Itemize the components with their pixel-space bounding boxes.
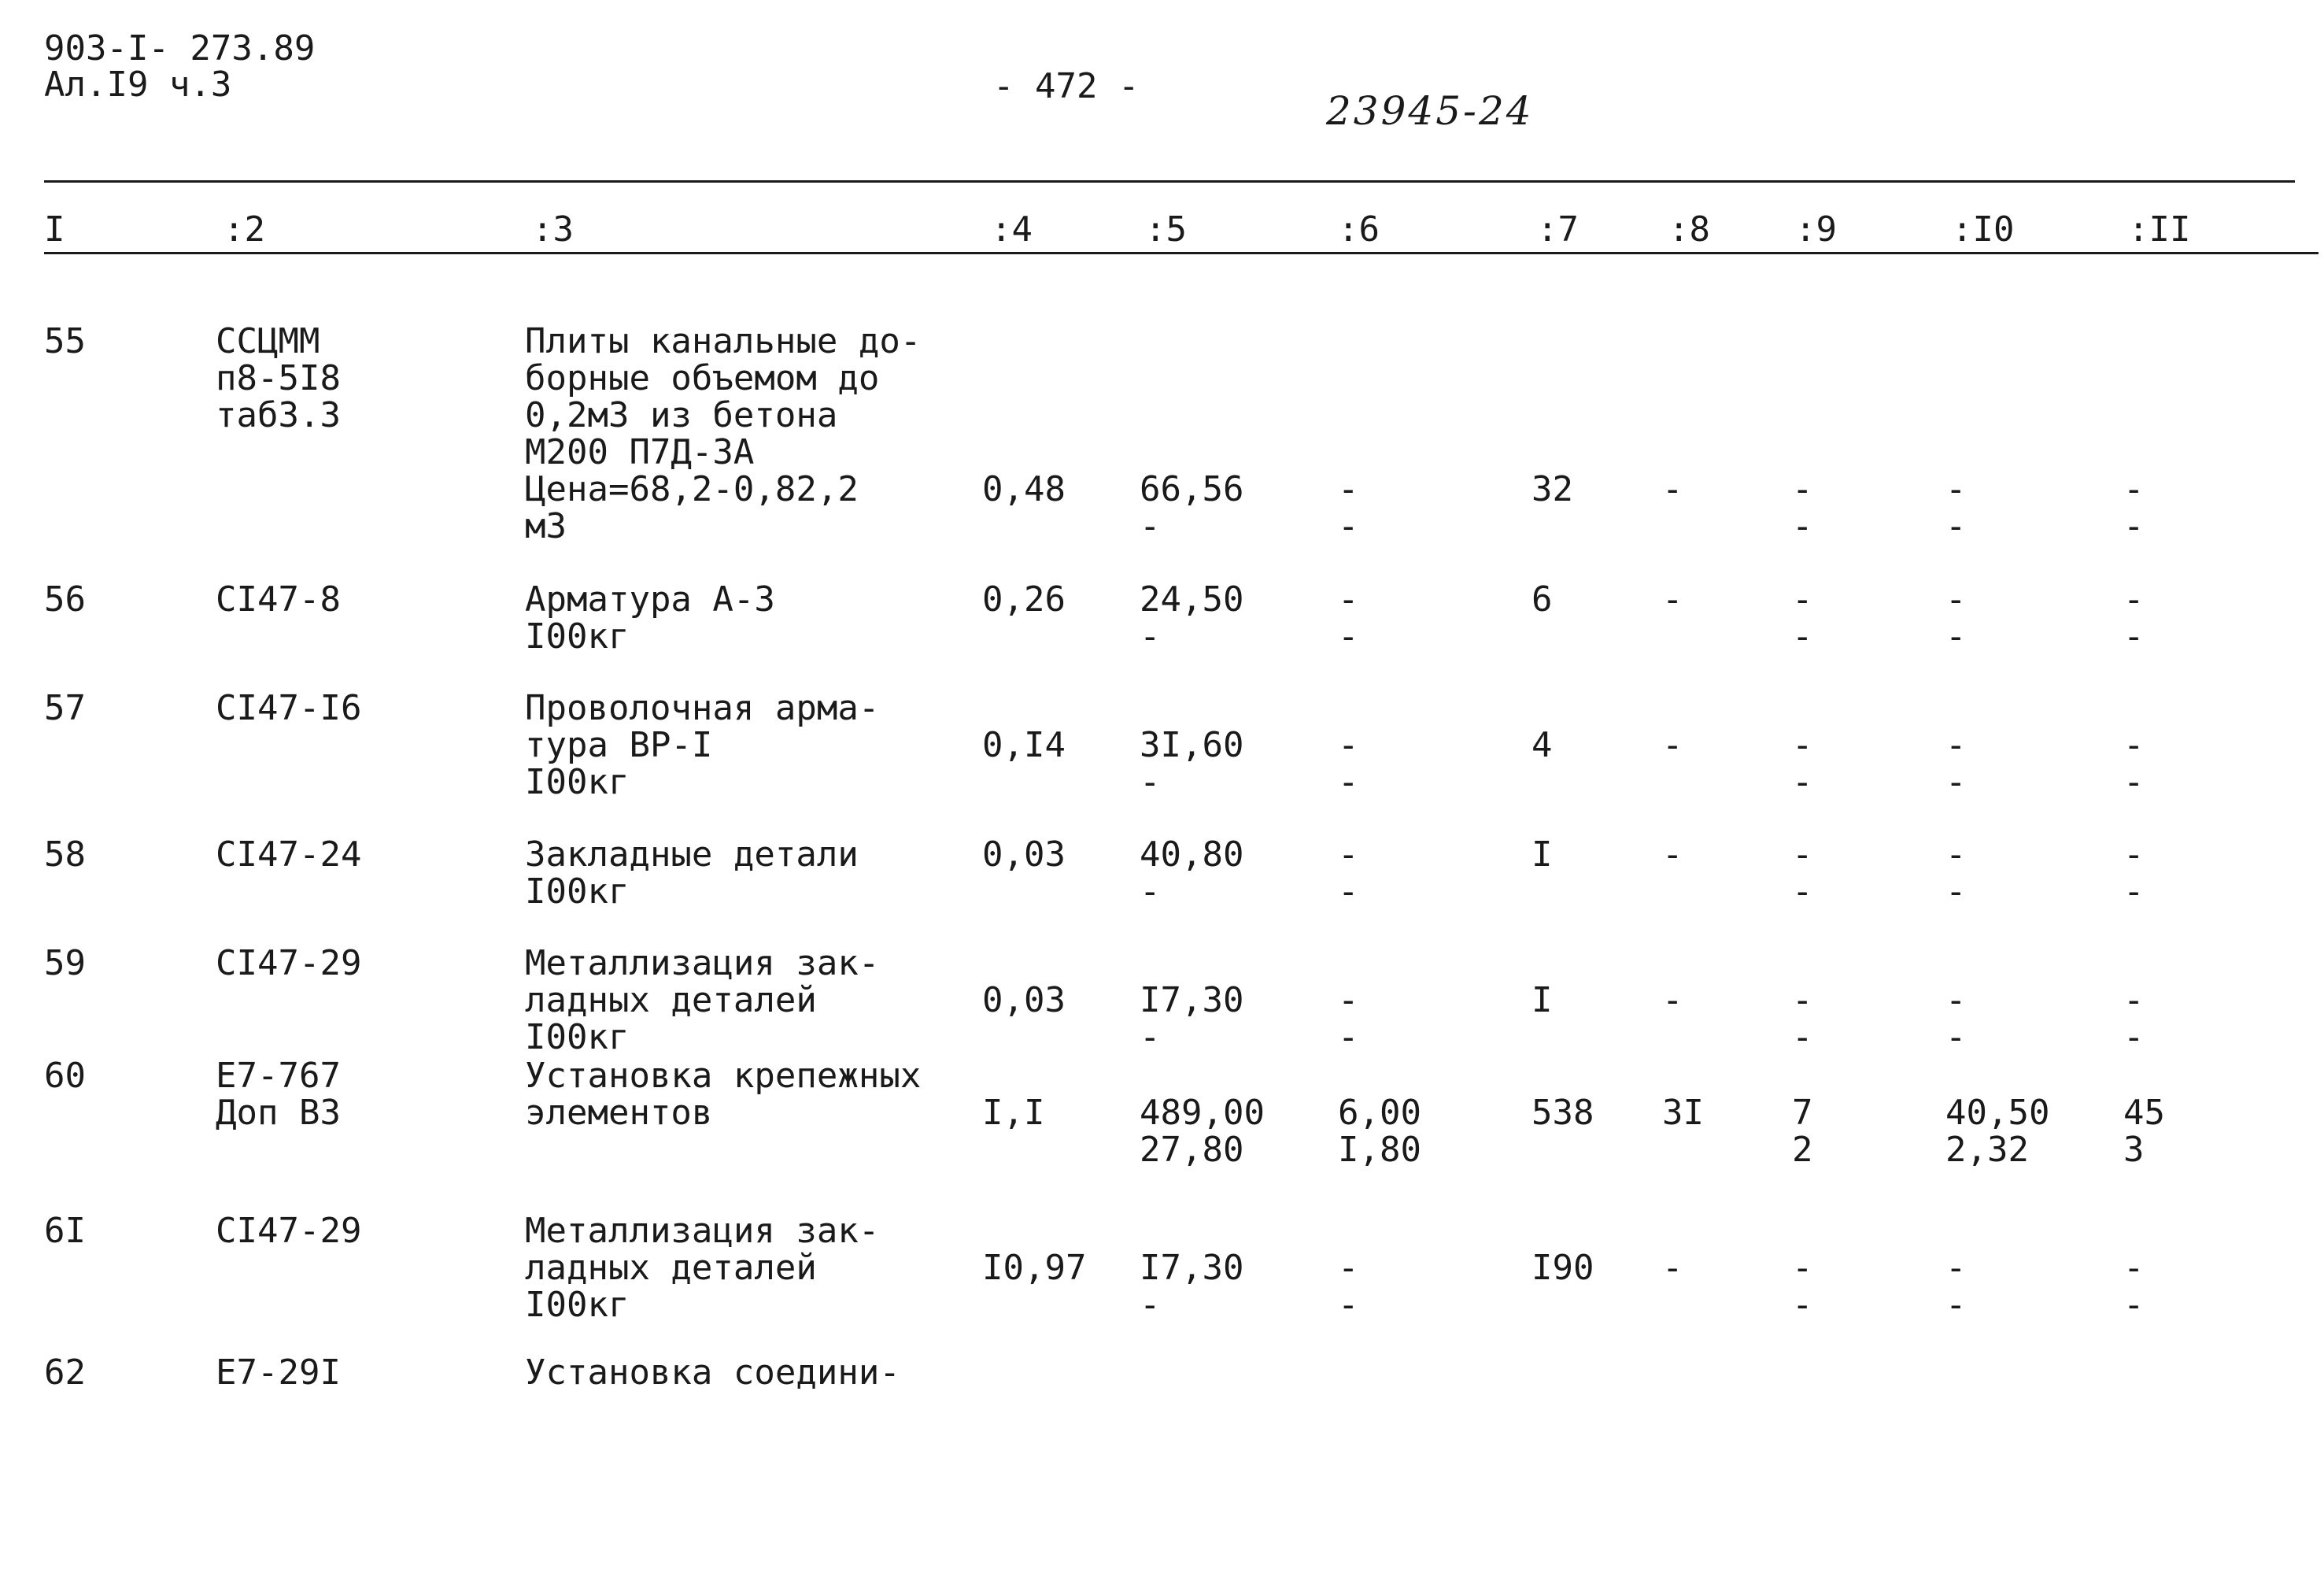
cell-num: 58 bbox=[44, 834, 86, 875]
cell-c11: 45 3 bbox=[2123, 1093, 2165, 1170]
album-part: Ал.I9 ч.3 bbox=[44, 65, 232, 105]
cell-c7: 6 bbox=[1531, 579, 1553, 620]
handwritten-reference: 23945-24 bbox=[1326, 88, 1534, 134]
cell-c11: - - bbox=[2123, 579, 2145, 657]
cell-c4: 0,26 bbox=[982, 579, 1066, 620]
cell-c8: 3I bbox=[1662, 1093, 1704, 1133]
cell-c10: 40,50 2,32 bbox=[1945, 1093, 2050, 1170]
top-rule bbox=[44, 180, 2295, 183]
cell-c4: 0,03 bbox=[982, 980, 1066, 1020]
cell-c10: - - bbox=[1945, 469, 1967, 546]
cell-c7: I90 bbox=[1531, 1248, 1594, 1288]
cell-desc: Установка крепежных элементов bbox=[525, 1056, 922, 1133]
cell-num: 55 bbox=[44, 321, 86, 361]
cell-c7: 538 bbox=[1531, 1093, 1594, 1133]
cell-c8: - bbox=[1662, 980, 1683, 1020]
cell-c10: - - bbox=[1945, 834, 1967, 912]
cell-num: 57 bbox=[44, 688, 86, 728]
column-header-10: :I0 bbox=[1952, 209, 2015, 250]
cell-c10: - - bbox=[1945, 980, 1967, 1057]
cell-code: CI47-24 bbox=[216, 834, 362, 875]
header-rule bbox=[44, 252, 2318, 254]
page-number: - 472 - bbox=[993, 66, 1140, 106]
cell-c4: 0,03 bbox=[982, 834, 1066, 875]
cell-c9: - - bbox=[1792, 1248, 1813, 1325]
cell-code: CI47-I6 bbox=[216, 688, 362, 728]
cell-c7: 32 bbox=[1531, 469, 1573, 509]
cell-c9: - - bbox=[1792, 725, 1813, 802]
column-header-11: :II bbox=[2128, 209, 2191, 250]
cell-c5: 66,56 - bbox=[1140, 469, 1244, 546]
cell-c11: - - bbox=[2123, 834, 2145, 912]
cell-num: 6I bbox=[44, 1211, 86, 1251]
cell-c11: - - bbox=[2123, 980, 2145, 1057]
document-code: 903-I- 273.89 bbox=[44, 28, 316, 68]
cell-c5: I7,30 - bbox=[1140, 1248, 1244, 1325]
column-header-4: :4 bbox=[991, 209, 1033, 250]
cell-desc: Закладные детали I00кг bbox=[525, 834, 859, 912]
cell-c6: - - bbox=[1338, 1248, 1359, 1325]
cell-code: Е7-29I bbox=[216, 1352, 341, 1393]
cell-c4: I0,97 bbox=[982, 1248, 1087, 1288]
cell-desc: Проволочная арма- тура ВР-I I00кг bbox=[525, 688, 880, 802]
column-header-8: :8 bbox=[1668, 209, 1710, 250]
cell-code: Е7-767 Доп В3 bbox=[216, 1056, 341, 1133]
cell-c10: - - bbox=[1945, 1248, 1967, 1325]
cell-c6: - - bbox=[1338, 834, 1359, 912]
cell-num: 56 bbox=[44, 579, 86, 620]
cell-c7: 4 bbox=[1531, 725, 1553, 765]
cell-c5: 40,80 - bbox=[1140, 834, 1244, 912]
cell-c11: - - bbox=[2123, 1248, 2145, 1325]
cell-c11: - - bbox=[2123, 469, 2145, 546]
cell-c6: - - bbox=[1338, 980, 1359, 1057]
cell-c5: I7,30 - bbox=[1140, 980, 1244, 1057]
cell-c7: I bbox=[1531, 834, 1553, 875]
cell-code: ССЦММ п8-5I8 таб3.3 bbox=[216, 321, 341, 435]
column-header-2: :2 bbox=[224, 209, 265, 250]
column-header-7: :7 bbox=[1537, 209, 1579, 250]
column-header-5: :5 bbox=[1145, 209, 1187, 250]
cell-c4: I,I bbox=[982, 1093, 1045, 1133]
cell-c5: 3I,60 - bbox=[1140, 725, 1244, 802]
cell-c10: - - bbox=[1945, 725, 1967, 802]
cell-c10: - - bbox=[1945, 579, 1967, 657]
cell-code: CI47-8 bbox=[216, 579, 341, 620]
cell-c5: 24,50 - bbox=[1140, 579, 1244, 657]
cell-c9: - - bbox=[1792, 834, 1813, 912]
cell-c7: I bbox=[1531, 980, 1553, 1020]
cell-desc: Установка соедини- bbox=[525, 1352, 900, 1393]
cell-desc: Плиты канальные до- борные объемом до 0,2м3 из бетона М200 П7Д-3А Цена=68,2-0,82,2 м3 bbox=[525, 321, 922, 546]
column-header-3: :3 bbox=[532, 209, 574, 250]
cell-desc: Металлизация зак- ладных деталей I00кг bbox=[525, 943, 880, 1057]
cell-c8: - bbox=[1662, 725, 1683, 765]
cell-code: CI47-29 bbox=[216, 943, 362, 983]
cell-desc: Арматура А-3 I00кг bbox=[525, 579, 775, 657]
cell-c9: - - bbox=[1792, 980, 1813, 1057]
cell-c5: 489,00 27,80 bbox=[1140, 1093, 1265, 1170]
cell-c8: - bbox=[1662, 834, 1683, 875]
cell-c4: 0,48 bbox=[982, 469, 1066, 509]
cell-c4: 0,I4 bbox=[982, 725, 1066, 765]
cell-code: CI47-29 bbox=[216, 1211, 362, 1251]
column-header-9: :9 bbox=[1795, 209, 1837, 250]
cell-c6: - - bbox=[1338, 469, 1359, 546]
cell-c6: - - bbox=[1338, 579, 1359, 657]
column-header-6: :6 bbox=[1338, 209, 1380, 250]
cell-c9: - - bbox=[1792, 579, 1813, 657]
cell-num: 59 bbox=[44, 943, 86, 983]
cell-c8: - bbox=[1662, 1248, 1683, 1288]
cell-c8: - bbox=[1662, 579, 1683, 620]
cell-c6: - - bbox=[1338, 725, 1359, 802]
cell-desc: Металлизация зак- ладных деталей I00кг bbox=[525, 1211, 880, 1325]
cell-c8: - bbox=[1662, 469, 1683, 509]
cell-num: 62 bbox=[44, 1352, 86, 1393]
cell-c11: - - bbox=[2123, 725, 2145, 802]
cell-c6: 6,00 I,80 bbox=[1338, 1093, 1421, 1170]
cell-c9: - - bbox=[1792, 469, 1813, 546]
cell-num: 60 bbox=[44, 1056, 86, 1096]
cell-c9: 7 2 bbox=[1792, 1093, 1813, 1170]
column-header-1: I bbox=[44, 209, 65, 250]
